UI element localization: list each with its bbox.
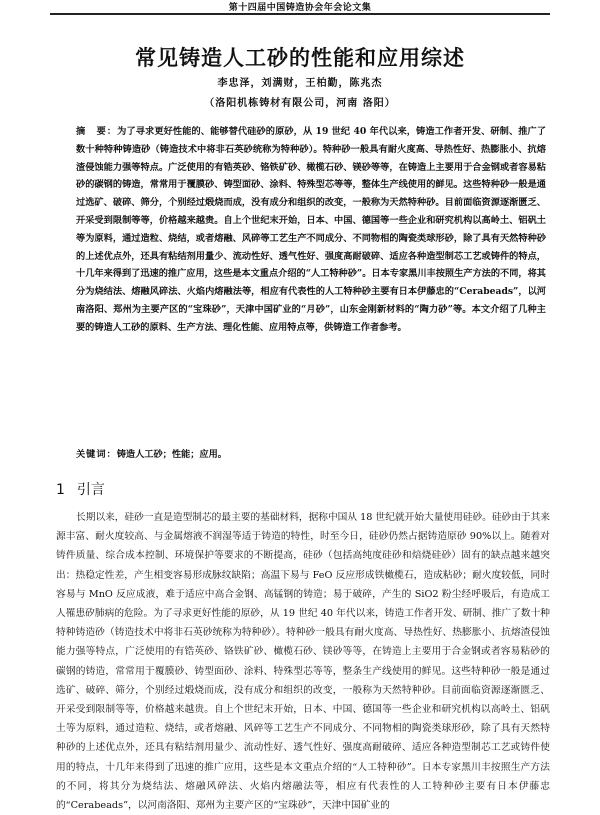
keywords-label: 关键词： bbox=[76, 449, 117, 460]
section-body: 长期以来，硅砂一直是造型制芯的最主要的基础材料，据称中国从 18 世纪就开始大量使用硅砂。硅砂由于其来源丰富、耐火度较高、与金属熔液不润湿等适于铸造的特性，时至今日，硅砂仍然占据铸造原砂 90%以上。随着对铸件质量、综合成本控制、环境保护等要求的不断提高，硅砂（包括高纯度硅砂和焙烧硅砂）固有的缺点越来越突出：热稳定性差，产生相变容易形成脉纹缺陷；高温下易与 FeO 反应形成铁橄榄石，造成粘砂；耐火度较低，同时容易与 MnO 反应成液，难于适应中高合金钢、高锰钢的铸造；易于破碎，产生的 SiO2 粉尘经呼吸后，有造成工人罹患矽肺病的危险。为了寻求更好性能的原砂，从 19 世纪 40 年代以来，铸造工作者开发、研制、推广了数十种特种铸造砂（铸造技术中将非石英砂统称为特种砂）。特种砂一般具有耐火度高、导热性好、热膨胀小、抗熔渣侵蚀能力强等特点，广泛使用的有锆英砂、铬铁矿砂、橄榄石砂、镁砂等等，在铸造上主要用于合金钢或者容易粘砂的碳钢的铸造，常常用于覆膜砂、铸型面砂、涂料、特殊型芯等等，整条生产线使用的鲜见。这些特种砂一般是通过选矿、破碎、筛分，个别经过煅烧而成，没有成分和组织的改变，一般称为天然特种砂。目前面临资源逐渐匮乏、开采受到限制等等，价格越来越贵。自上个世纪末开始，日本、中国、德国等一些企业和研究机构以高岭土、铝矾土等为原料，通过造粒、烧结，或者熔融、风碎等工艺生产不同成分、不同物相的陶瓷类球形砂，除了具有天然特种砂的上述优点外，还具有粘结剂用量少、流动性好、透气性好、强度高耐破碎、适应各种造型制芯工艺或铸件使用的特点，十几年来得到了迅速的推广应用，这些是本文重点介绍的“人工特种砂”。日本专家黑川丰按照生产方法的不同，将其分为烧结法、熔融风碎法、火焰内熔融法等，相应有代表性的人工特种砂主要有日本伊藤忠的“Cerabeads”，以河南洛阳、郑州为主要产区的“宝珠砂”，天津中国矿业的 bbox=[56, 512, 550, 812]
running-head: 第十四届中国铸造协会年会论文集 bbox=[228, 3, 372, 13]
header-rule bbox=[50, 13, 550, 15]
section-heading bbox=[56, 479, 117, 499]
paper-title: 常见铸造人工砂的性能和应用综述 bbox=[135, 46, 465, 70]
author-list: 李忠泽，刘满财，王柏勤，陈兆杰 bbox=[217, 78, 383, 89]
keywords bbox=[76, 446, 546, 464]
abstract-label: 摘 要： bbox=[76, 126, 118, 137]
abstract bbox=[76, 123, 546, 337]
abstract-text: 为了寻求更好性能的、能够替代硅砂的原砂，从 19 世纪 40 年代以来，铸造工作者开发、研制、推广了数十种特种铸造砂（铸造技术中将非石英砂统称为特种砂）。特种砂一般具有耐火度高、导热性好、热膨胀小、抗熔渣侵蚀能力强等特点。广泛使用的有锆英砂、铬铁矿砂、橄榄石砂、镁砂等等，在铸造上主要用于合金钢或者容易粘砂的碳钢的铸造，常常用于覆膜砂、铸型面砂、涂料、特殊型芯等等，整体生产线使用的鲜见。这些特种砂一般是通过选矿、破碎、筛分，个别经过煅烧而成，没有成分和组织的改变，一般称为天然特种砂。目前面临资源逐渐匮乏、开采受到限制等等，价格越来越贵。自上个世纪末开始，日本、中国、德国等一些企业和研究机构以高岭土、铝矾土等为原料，通过造粒、烧结，或者熔融、风碎等工艺生产不同成分、不同物相的陶瓷类球形砂，除了具有天然特种砂的上述优点外，还具有粘结剂用量少、流动性好、透气性好、强度高耐破碎、适应各种造型制芯工艺或铸件的特点，十几年来得到了迅速的推广应用，这些是本文重点介绍的“人工特种砂”。日本专家黑川丰按照生产方法的不同，将其分为烧结法、熔融风碎法、火焰内熔融法等，相应有代表性的人工特种砂主要有日本伊藤忠的“Cerabeads”，以河南洛阳、郑州为主要产区的“宝珠砂”，天津中国矿业的“月砂”，山东金刚新材料的“陶力砂”等。本文介绍了几种主要的铸造人工砂的原料、生产方法、理化性能、应用特点等，供铸造工作者参考。 bbox=[76, 126, 547, 333]
keywords-text: 铸造人工砂；性能；应用。 bbox=[116, 449, 227, 460]
section-title: 引言 bbox=[76, 482, 105, 498]
section-number: 1 bbox=[56, 482, 65, 498]
affiliation: （洛阳机栋铸材有限公司，河南 洛阳） bbox=[204, 98, 396, 109]
